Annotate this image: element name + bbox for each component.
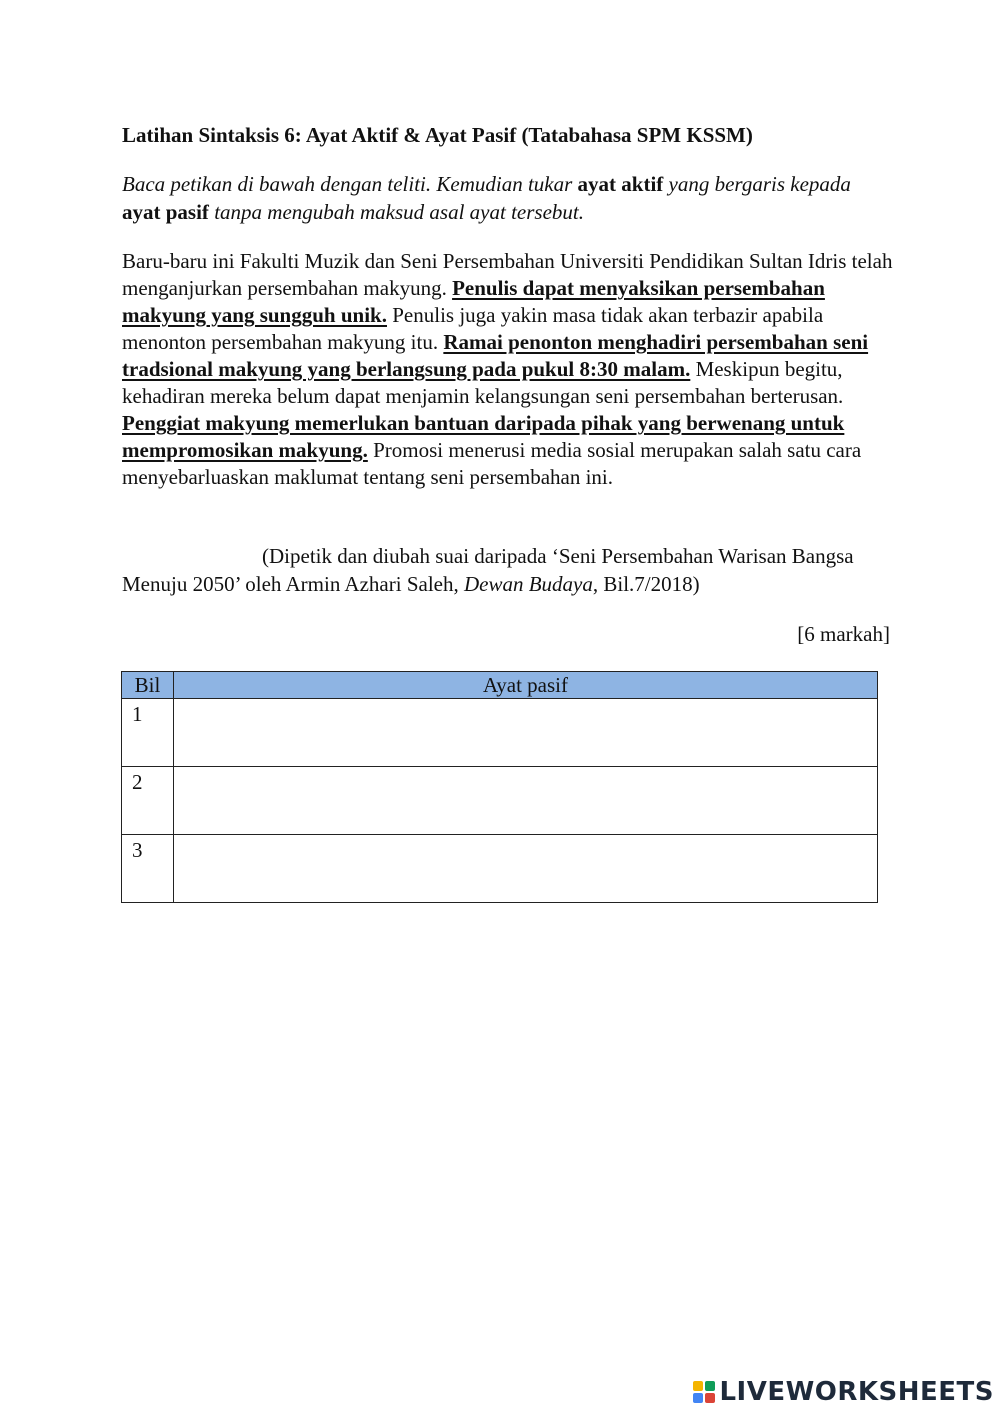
citation-publication: Dewan Budaya bbox=[463, 572, 593, 596]
instruction-part-3: tanpa mengubah maksud asal ayat tersebut. bbox=[208, 200, 584, 224]
answer-table bbox=[121, 671, 878, 903]
passage-text-3: Meskipun begitu, kehadiran mereka belum dapat menjamin kelangsungan seni persembahan berterusan. bbox=[122, 357, 844, 408]
liveworksheets-logo bbox=[693, 1377, 994, 1407]
row-number: 3 bbox=[122, 835, 174, 903]
source-citation bbox=[122, 542, 882, 598]
passage-text-4: Promosi menerusi media sosial merupakan salah satu cara menyebarluaskan maklumat tentang seni persembahan ini. bbox=[122, 438, 862, 489]
logo-block-3 bbox=[693, 1393, 703, 1403]
table-row bbox=[122, 767, 878, 835]
marks-label: [6 markah] bbox=[797, 622, 890, 646]
logo-blocks-icon bbox=[693, 1381, 715, 1403]
citation-text: (Dipetik dan diubah suai daripada ‘Seni Persembahan Warisan Bangsa Menuju 2050’ oleh Armin Azhari Saleh, bbox=[122, 544, 854, 596]
instruction-text bbox=[122, 170, 882, 226]
citation-issue: , Bil.7/2018) bbox=[592, 572, 700, 596]
header-bil: Bil bbox=[122, 672, 174, 699]
logo-block-4 bbox=[705, 1393, 715, 1403]
instruction-bold-passive: ayat pasif bbox=[122, 200, 209, 224]
row-number: 1 bbox=[122, 699, 174, 767]
instruction-part-1: Baca petikan di bawah dengan teliti. Kemudian tukar bbox=[122, 172, 578, 196]
passage-text-1: Baru-baru ini Fakulti Muzik dan Seni Persembahan Universiti Pendidikan Sultan Idris telah menganjurkan persembahan makyung. bbox=[122, 249, 893, 300]
header-ayat-pasif: Ayat pasif bbox=[174, 672, 878, 699]
instruction-part-2: yang bergaris kepada bbox=[663, 172, 851, 196]
answer-field-1[interactable] bbox=[174, 699, 878, 767]
answer-field-3[interactable] bbox=[174, 835, 878, 903]
instruction-bold-active: ayat aktif bbox=[577, 172, 664, 196]
underlined-sentence-3: Penggiat makyung memerlukan bantuan daripada pihak yang berwenang untuk mempromosikan makyung. bbox=[122, 411, 845, 462]
logo-block-1 bbox=[693, 1381, 703, 1391]
underlined-sentence-2: Ramai penonton menghadiri persembahan seni tradsional makyung yang berlangsung pada pukul 8:30 malam. bbox=[122, 330, 869, 381]
answer-table-header bbox=[122, 672, 878, 699]
row-number: 2 bbox=[122, 767, 174, 835]
table-row bbox=[122, 835, 878, 903]
passage-text-2: Penulis juga yakin masa tidak akan terbazir apabila menonton persembahan makyung itu. bbox=[122, 303, 824, 354]
worksheet-title: Latihan Sintaksis 6: Ayat Aktif & Ayat Pasif (Tatabahasa SPM KSSM) bbox=[122, 123, 753, 147]
logo-text: LIVEWORKSHEETS bbox=[719, 1377, 994, 1407]
underlined-sentence-1: Penulis dapat menyaksikan persembahan makyung yang sungguh unik. bbox=[122, 276, 825, 327]
answer-field-2[interactable] bbox=[174, 767, 878, 835]
reading-passage bbox=[122, 248, 897, 491]
table-row bbox=[122, 699, 878, 767]
logo-block-2 bbox=[705, 1381, 715, 1391]
